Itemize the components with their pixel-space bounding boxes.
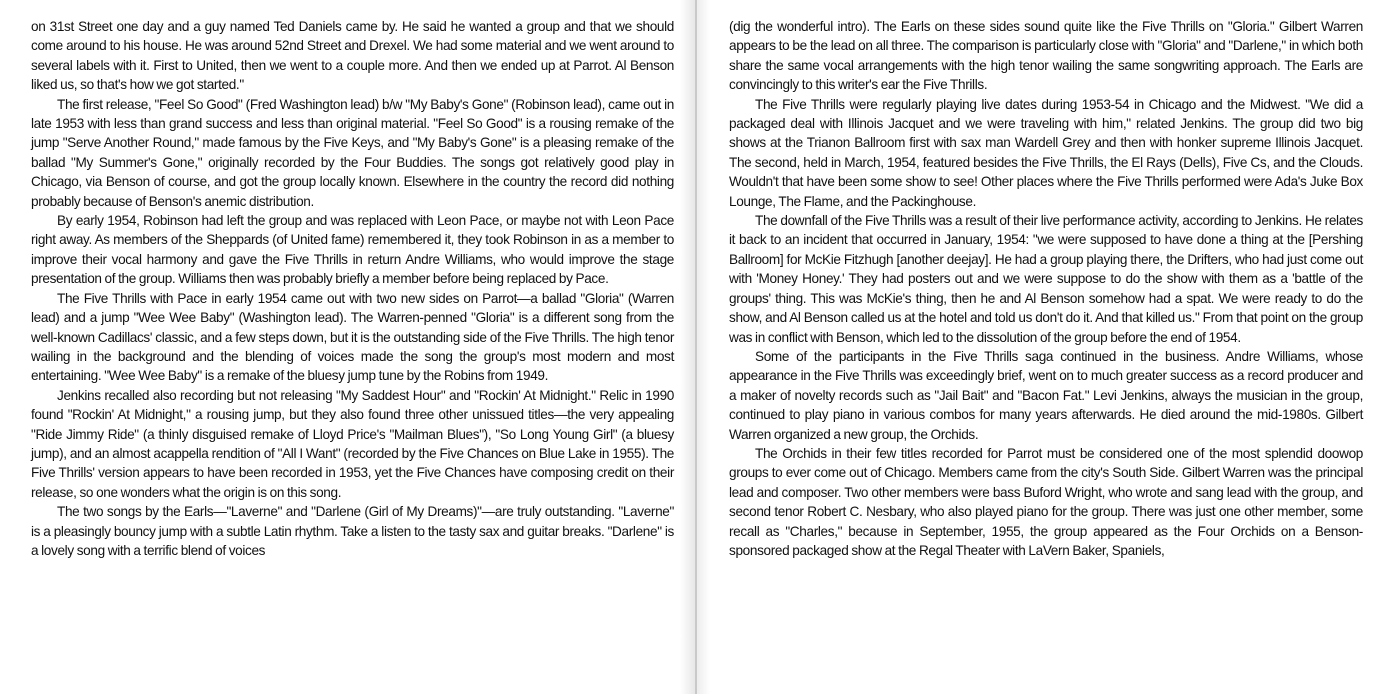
gutter-shadow (680, 0, 696, 694)
right-page (696, 0, 1391, 694)
right-paragraph-3: The downfall of the Five Thrills was a result of their live performance activity, according to Jenkins. He relates it back to an incident that occurred in January, 1954: "we were supposed to have done a thing at the [Pershing Ballroom] for McKie Fitzhugh [another deejay]. He had a group playing there, the Drifters, who had just come out with 'Money Honey.' They had posters out and we were suppose to do the show with them as a 'battle of the groups' thing. This was McKie's thing, then he and Al Benson somehow had a spat. We were ready to do the show, and Al Benson called us at the hotel and told us don't do it. And that killed us." From that point on the group was in conflict with Benson, which led to the dissolution of the group before the end of 1954. (729, 213, 1363, 345)
right-paragraph-1: (dig the wonderful intro). The Earls on these sides sound quite like the Five Thrills on "Gloria." Gilbert Warren appears to be the lead on all three. The comparison is particularly close with "Gloria" and "Darlene," in which both share the same vocal arrangements with the high tenor wailing the same songwriting approach. The Earls are convincingly to this writer's ear the Five Thrills. (729, 19, 1363, 93)
left-paragraph-2: The first release, "Feel So Good" (Fred Washington lead) b/w "My Baby's Gone" (Robinson lead), came out in late 1953 with less than grand success and less than original material. "Feel So Good" is a rousing remake of the jump "Serve Another Round," made famous by the Five Keys, and "My Baby's Gone" is a pleasing remake of the ballad "My Summer's Gone," originally recorded by the Four Buddies. The songs got relatively good play in Chicago, via Benson of course, and got the group locally known. Elsewhere in the country the record did nothing probably because of Benson's anemic distribution. (31, 96, 674, 209)
gutter-shadow (696, 0, 710, 694)
left-paragraph-1: on 31st Street one day and a guy named Ted Daniels came by. He said he wanted a group and that we should come around to his house. He was around 52nd Street and Drexel. We had some material and we went around to several labels with it. First to United, then we went to a couple more. And then we ended up at Parrot. Al Benson liked us, so that's how we got started." (31, 19, 674, 93)
right-paragraph-5: The Orchids in their few titles recorded for Parrot must be considered one of the most splendid doowop groups to ever come out of Chicago. Members came from the city's South Side. Gilbert Warren was the principal lead and composer. Two other members were bass Buford Wright, who wrote and sang lead with the group, and second tenor Robert C. Nesbary, who also played piano for the group. There was just one other member, some recall as "Charles," because in September, 1955, the group appeared as the Four Orchids on a Benson-sponsored packaged show at the Regal Theater with LaVern Baker, Spaniels, (729, 445, 1363, 558)
left-paragraph-4: The Five Thrills with Pace in early 1954 came out with two new sides on Parrot—a ballad "Gloria" (Warren lead) and a jump "Wee Wee Baby" (Washington lead). The Warren-penned "Gloria" is a different song from the well-known Cadillacs' classic, and a few steps down, but it is the outstanding side of the Five Thrills. The high tenor wailing in the background and the blending of voices made the song the group's most modern and most entertaining. "Wee Wee Baby" is a remake of the bluesy jump tune by the Robins from 1949. (31, 290, 674, 384)
page-gutter (695, 0, 697, 694)
left-paragraph-5: Jenkins recalled also recording but not releasing "My Saddest Hour" and "Rockin' At Midnight." Relic in 1990 found "Rockin' At Midnight," a rousing jump, but they also found three other unissued titles—the very appealing "Ride Jimmy Ride" (a thinly disguised remake of Lloyd Price's "Mailman Blues"), "So Long Young Girl" (a bluesy jump), and an almost acappella rendition of "All I Want" (recorded by the Five Chances on Blue Lake in 1955). The Five Thrills' version appears to have been recorded in 1953, yet the Five Chances have composing credit on their release, so one wonders what the origin is on this song. (31, 387, 674, 500)
left-paragraph-6: The two songs by the Earls—"Laverne" and "Darlene (Girl of My Dreams)"—are truly outstanding. "Laverne" is a pleasingly bouncy jump with a subtle Latin rhythm. Take a listen to the tasty sax and guitar breaks. "Darlene" is a lovely song with a terrific blend of voices (31, 504, 674, 558)
right-paragraph-4: Some of the participants in the Five Thrills saga continued in the business. Andre Williams, whose appearance in the Five Thrills was exceedingly brief, went on to much greater success as a record producer and a maker of novelty records such as "Jail Bait" and "Bacon Fat." Levi Jenkins, always the musician in the group, continued to play piano in various combos for many years afterwards. He died around the mid-1980s. Gilbert Warren organized a new group, the Orchids. (729, 348, 1363, 442)
left-paragraph-3: By early 1954, Robinson had left the group and was replaced with Leon Pace, or maybe not with Leon Pace right away. As members of the Sheppards (of United fame) remembered it, they took Robinson in as a member to improve their vocal harmony and gave the Five Thrills in return Andre Williams, who would improve the stage presentation of the group. Williams then was probably briefly a member before being replaced by Pace. (31, 213, 674, 287)
right-paragraph-2: The Five Thrills were regularly playing live dates during 1953-54 in Chicago and the Midwest. "We did a packaged deal with Illinois Jacquet and we were traveling with him," related Jenkins. The group did two big shows at the Trianon Ballroom first with sax man Wardell Grey and then with honker supreme Illinois Jacquet. The second, held in March, 1954, featured besides the Five Thrills, the El Rays (Dells), Five Cs, and the Clouds. Wouldn't that have been some show to see! Other places where the Five Thrills performed were Ada's Juke Box Lounge, The Flame, and the Packinghouse. (729, 96, 1363, 209)
